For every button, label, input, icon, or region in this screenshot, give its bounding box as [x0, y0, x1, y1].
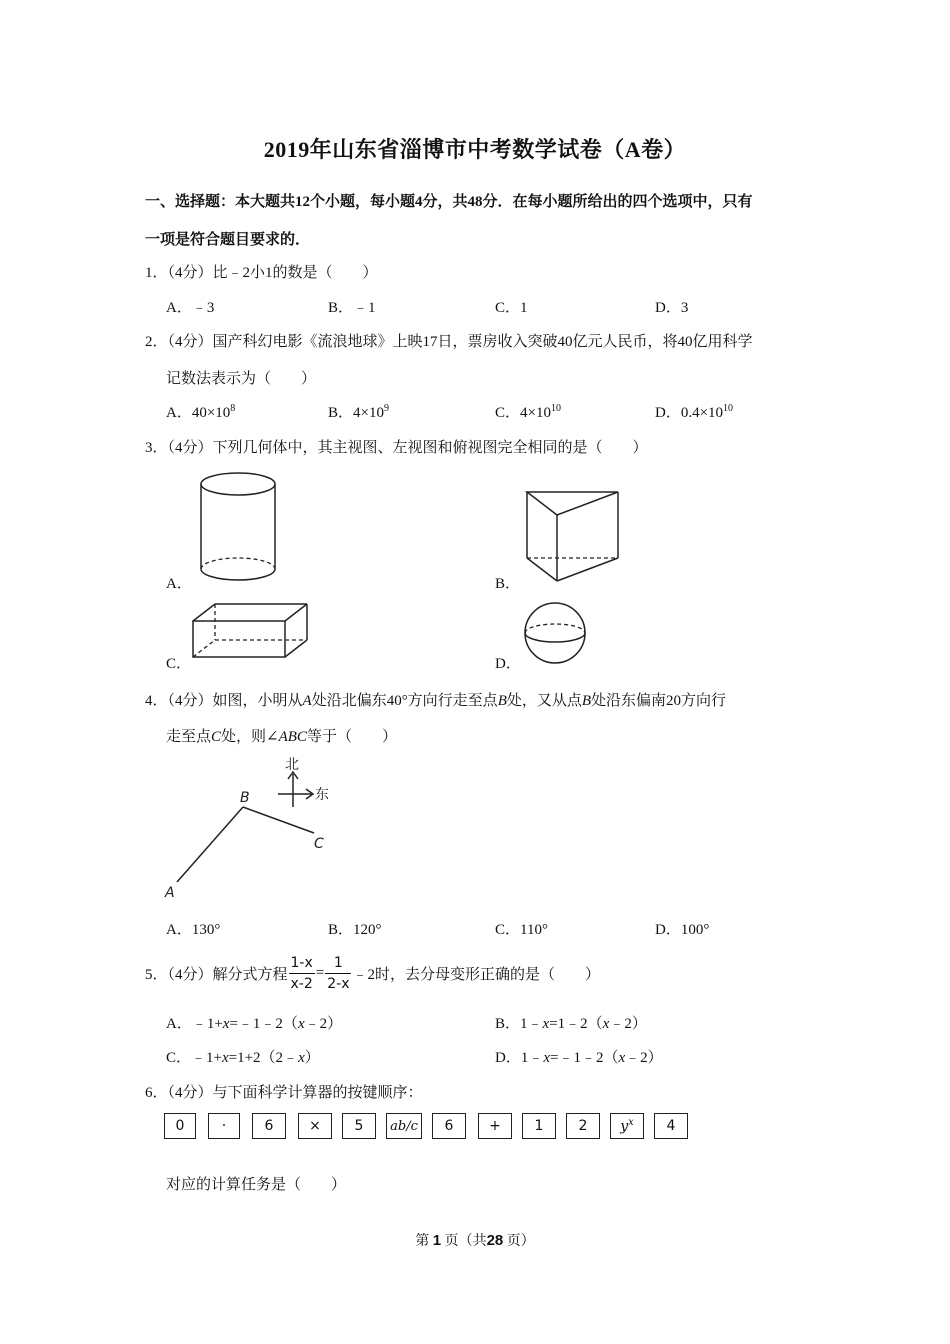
section-heading-line1: 一、选择题：本大题共12个小题，每小题4分，共48分．在每小题所给出的四个选项中，只有: [145, 194, 753, 210]
page-footer: 第 1 页（共28 页）: [415, 1232, 535, 1249]
q5-option-a: A．﹣1+x=﹣1﹣2（x﹣2）: [166, 1016, 343, 1032]
q3-stem: 3．（4分）下列几何体中，其主视图、左视图和俯视图完全相同的是（ ）: [145, 440, 648, 456]
q3-option-c: C．: [166, 656, 192, 672]
q4-option-a: A．130°: [166, 922, 221, 938]
calc-key-power: [610, 1113, 644, 1139]
cuboid-figure: [190, 600, 316, 662]
q5-option-d: D．1﹣x=﹣1﹣2（x﹣2）: [495, 1050, 663, 1066]
section-heading-line2: 一项是符合题目要求的．: [145, 232, 311, 248]
triangular-prism-figure: [522, 488, 626, 586]
q2-option-b: B．$4\times 10^9$: [328, 403, 389, 421]
q3-option-d: D．: [495, 656, 521, 672]
q5-option-c: C．﹣1+x=1+2（2﹣x）: [166, 1050, 320, 1066]
sphere-figure: [522, 600, 588, 666]
calc-key-5: 5: [342, 1113, 376, 1139]
q1-option-a: A．﹣3: [166, 300, 215, 316]
east-label: 东: [315, 787, 329, 803]
calc-key-6b: 6: [432, 1113, 466, 1139]
calc-key-0: 0: [164, 1113, 196, 1139]
calculator-key-sequence: [0, 1113, 950, 1141]
q5-fraction-left: $\frac{1-x}{x-2}$: [290, 955, 313, 992]
q2-option-a: A．$40\times 10^8$: [166, 403, 236, 421]
q1-option-b: B．﹣1: [328, 300, 376, 316]
point-c-label: C: [314, 836, 324, 852]
q5-option-b: B．1﹣x=1﹣2（x﹣2）: [495, 1016, 647, 1032]
north-label: 北: [285, 757, 299, 773]
calc-key-6: 6: [252, 1113, 286, 1139]
q3-option-a: A．: [166, 576, 192, 592]
calc-key-plus: +: [478, 1113, 512, 1139]
point-b-label: B: [240, 790, 250, 806]
page-title: 2019年山东省淄博市中考数学试卷（A卷）: [263, 137, 687, 162]
calc-key-power-label: $y^x$: [620, 1117, 634, 1135]
direction-figure: [160, 750, 350, 905]
calc-key-fraction: ab/c: [386, 1113, 422, 1139]
point-a-label: A: [165, 885, 175, 901]
cylinder-figure: [195, 468, 281, 586]
calc-key-multiply: ×: [298, 1113, 332, 1139]
q4-option-c: C．110°: [495, 922, 548, 938]
calc-key-point: ·: [208, 1113, 240, 1139]
calc-key-4: 4: [654, 1113, 688, 1139]
q1-stem: 1．（4分）比﹣2小1的数是（ ）: [145, 265, 378, 281]
q2-option-c: C．$4\times 10^{10}$: [495, 403, 561, 421]
q2-option-d: D．$0.4\times 10^{10}$: [655, 403, 734, 421]
q6-tail: 对应的计算任务是（ ）: [166, 1177, 347, 1193]
q5-stem: 5．（4分）解分式方程 $\frac{1-x}{x-2}$ = $\frac{1}{2-x}$ ﹣2时，去分母变形正确的是（ ）: [145, 955, 600, 992]
q5-fraction-right: $\frac{1}{2-x}$: [327, 955, 350, 992]
q4-stem-line1: 4．（4分）如图，小明从A处沿北偏东40°方向行走至点B处，又从点B处沿东偏南20方向行: [145, 693, 727, 709]
calc-key-2: 2: [566, 1113, 600, 1139]
q2-stem-line1: 2．（4分）国产科幻电影《流浪地球》上映17日，票房收入突破40亿元人民币，将40亿用科学: [145, 334, 753, 350]
calc-key-1: 1: [522, 1113, 556, 1139]
q3-option-b: B．: [495, 576, 521, 592]
q1-option-d: D．3: [655, 300, 689, 316]
q2-stem-line2: 记数法表示为（ ）: [166, 371, 317, 387]
q4-option-b: B．120°: [328, 922, 382, 938]
q1-option-c: C．1: [495, 300, 528, 316]
q6-stem: 6．（4分）与下面科学计算器的按键顺序：: [145, 1085, 423, 1101]
q4-stem-line2: 走至点C处，则∠ABC等于（ ）: [166, 729, 397, 745]
q4-option-d: D．100°: [655, 922, 710, 938]
